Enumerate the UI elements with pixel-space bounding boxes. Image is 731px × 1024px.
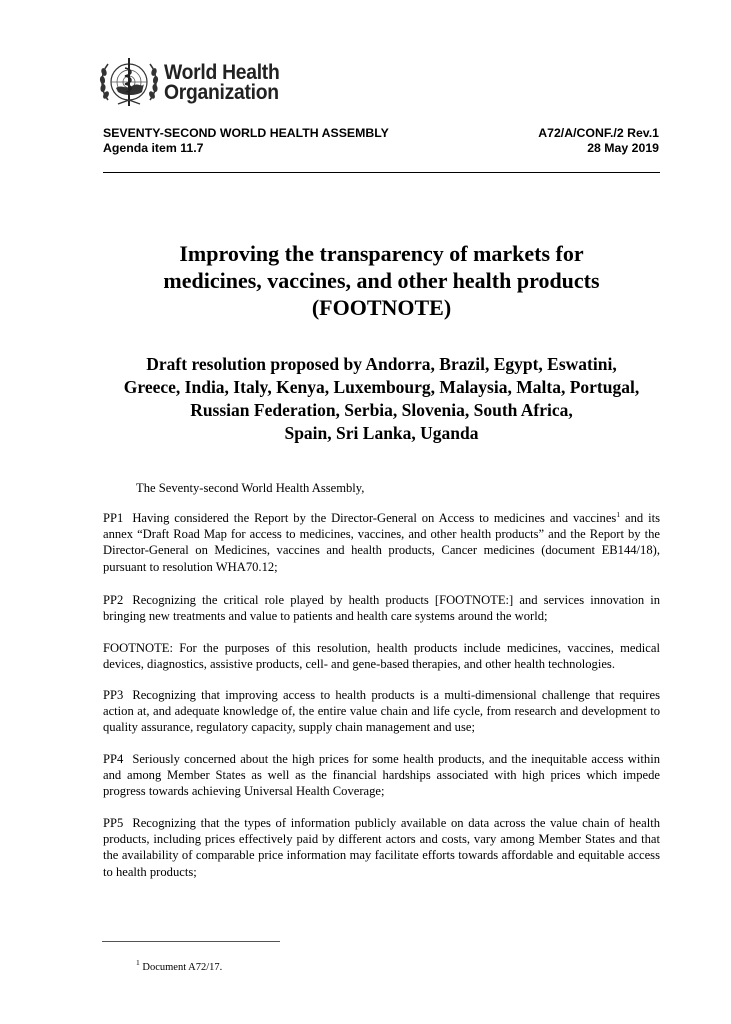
paragraph-text: Having considered the Report by the Director-General on Access to medicines and vaccines [132,511,617,525]
header-right [538,126,659,156]
org-name-line1: World Health [164,61,280,84]
paragraph-text: and its annex “Draft Road Map for access to medicines, vaccines, and other health products” and the Report by the Director-General on Medicines, vaccines and health products, Cancer medicines (document EB144/18), pursuant to resolution WHA70.12; [103,511,660,574]
org-name [164,63,279,103]
footnote-reference[interactable]: 1 [616,510,621,519]
paragraph-label: PP2 [103,593,124,607]
paragraph-pp4 [103,751,660,800]
title-line: medicines, vaccines, and other health products [163,268,600,293]
paragraph-label: PP4 [103,752,124,766]
org-name-line2: Organization [164,81,279,104]
document-subtitle [90,353,673,445]
paragraph-pp3 [103,687,660,736]
agenda-item: Agenda item 11.7 [103,141,204,155]
paragraph-text: Recognizing that improving access to health products is a multi-dimensional challenge that requires action at, and adequate knowledge of, the entire value chain and life cycle, from research and development to quality assurance, regulatory capacity, supply chain management and use; [103,688,660,735]
paragraph-label: PP1 [103,511,124,525]
document-symbol: A72/A/CONF./2 Rev.1 [538,126,659,140]
header-divider [103,172,660,173]
who-emblem-icon [98,54,160,112]
footnote-text: Document A72/17. [139,962,223,973]
subtitle-line: Spain, Sri Lanka, Uganda [284,423,479,443]
footnote-1 [136,958,223,973]
paragraph-label: PP3 [103,688,124,702]
who-logo [98,54,290,112]
subtitle-line: Russian Federation, Serbia, Slovenia, South Africa, [190,400,573,420]
paragraph-pp5 [103,815,660,880]
paragraph-label: PP5 [103,816,124,830]
subtitle-line: Greece, India, Italy, Kenya, Luxembourg, Malaysia, Malta, Portugal, [123,377,640,397]
title-line: Improving the transparency of markets for [179,241,584,266]
paragraph-text: Seriously concerned about the high prices for some health products, and the inequitable access within and among Member States as well as the financial hardships associated with high prices which impede progress towards achieving Universal Health Coverage; [103,752,660,799]
paragraph-text: Recognizing that the types of information publicly available on data across the value chain of health products, including prices effectively paid by different actors and costs, vary among Member States and that the availability of comparable price information may facilitate efforts towards affordable and equitable access to health products; [103,816,660,879]
header-left [103,126,389,156]
paragraph-text: Recognizing the critical role played by health products [FOOTNOTE:] and services innovation in bringing new treatments and value to patients and health care systems around the world; [103,593,660,624]
document-title [90,240,673,321]
footnote-divider [102,941,280,942]
footnote-mark: 1 [136,958,140,967]
subtitle-line: Draft resolution proposed by Andorra, Brazil, Egypt, Eswatini, [146,354,617,374]
title-line: (FOOTNOTE) [311,295,452,320]
preamble: The Seventy-second World Health Assembly, [136,481,365,495]
paragraph-pp1 [103,510,660,575]
paragraph-pp2 [103,592,660,624]
document-date: 28 May 2019 [587,141,659,155]
paragraph-footnote-definition: FOOTNOTE: For the purposes of this resolution, health products include medicines, vaccines, medical devices, diagnostics, assistive products, cell- and gene-based therapies, and other health technologies. [103,641,660,672]
assembly-name: SEVENTY-SECOND WORLD HEALTH ASSEMBLY [103,126,389,140]
